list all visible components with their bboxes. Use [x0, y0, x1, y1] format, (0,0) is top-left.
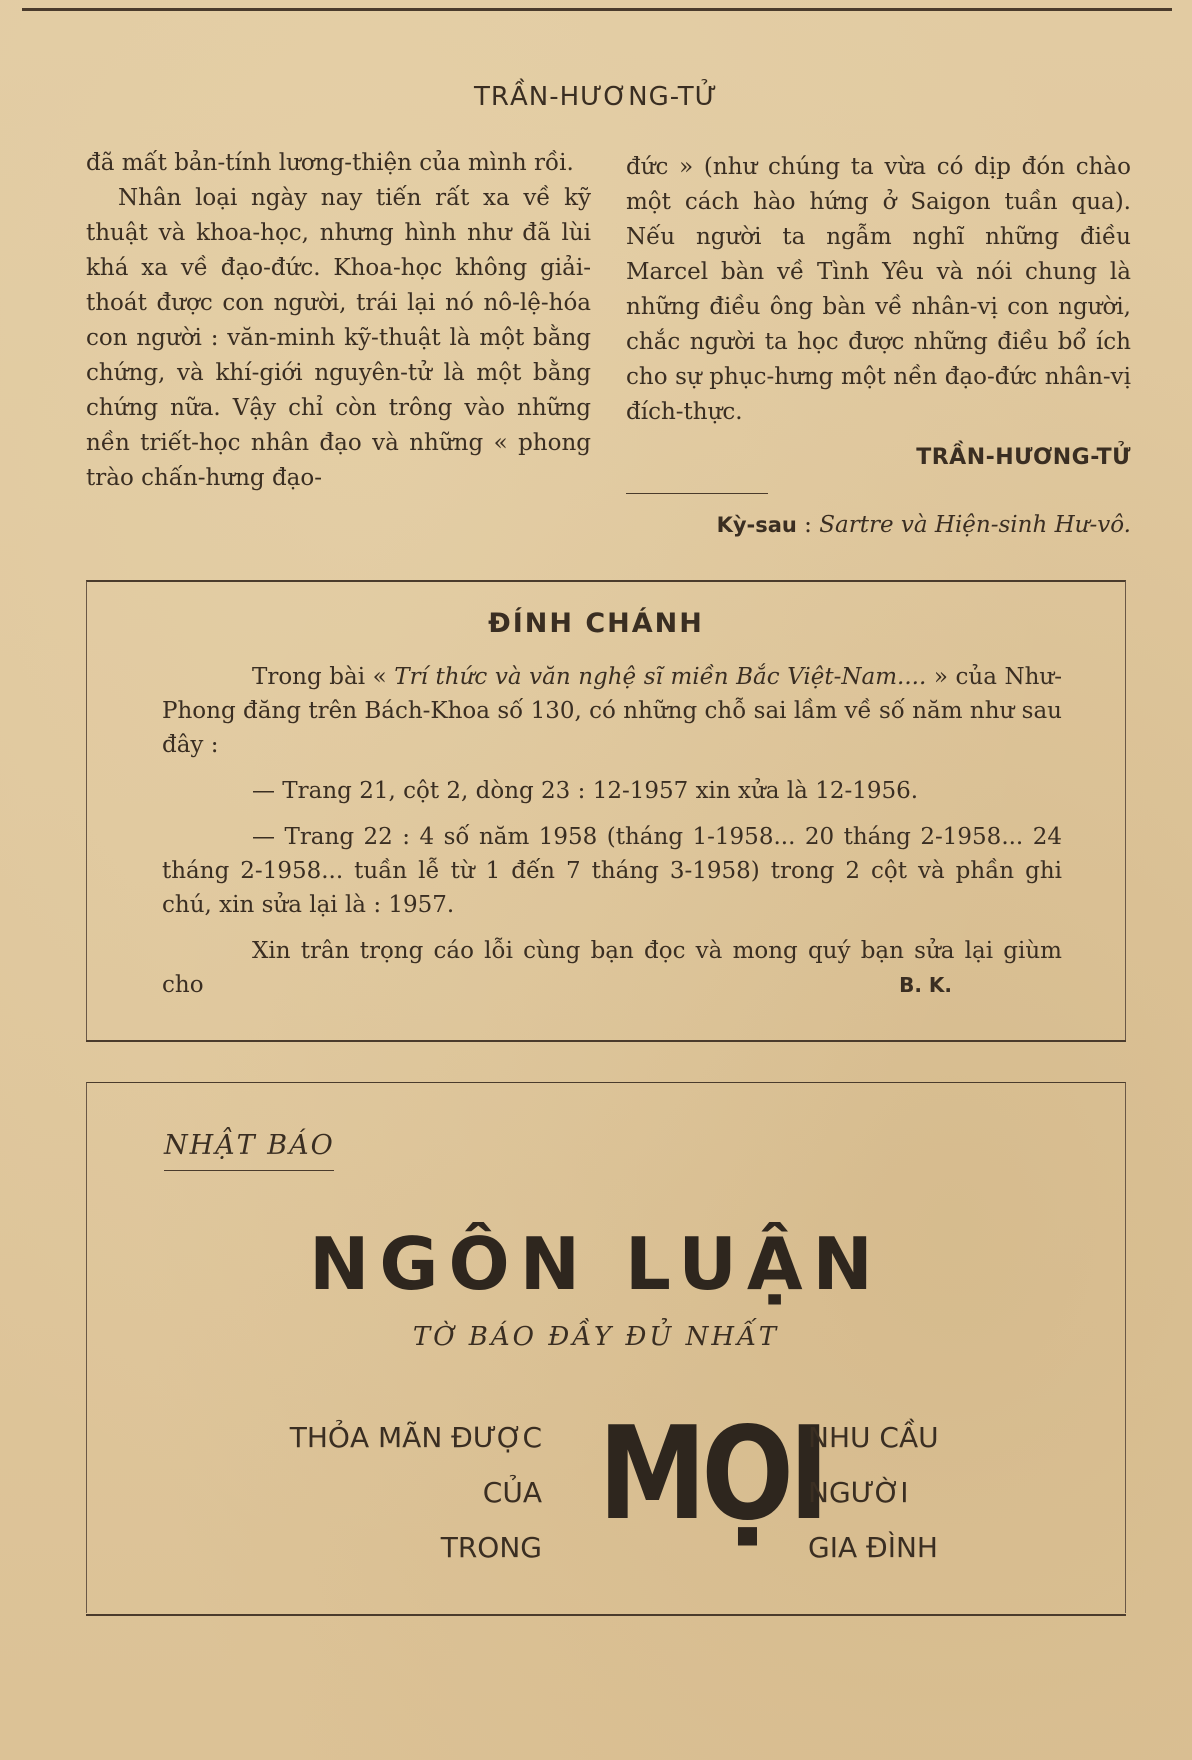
slogan-right: [808, 1410, 1068, 1575]
slogan-left-line: THỎA MÃN ĐƯỢC: [289, 1421, 542, 1454]
ad-label-underline: [164, 1170, 334, 1171]
top-rule: [22, 8, 1172, 11]
article-paragraph: đức » (như chúng ta vừa có dịp đón chào một cách hào hứng ở Saigon tuần qua). Nếu người ta ngẫm nghĩ những điều Marcel bàn về Tình Yêu và nói chung là những điều ông bàn về nhân-vị con người, chắc người ta học được những điều bổ ích cho sự phục-hưng một nền đạo-đức nhân-vị đích-thực.: [626, 154, 1131, 425]
correction-closing: [162, 934, 1062, 1002]
next-issue-title: Sartre và Hiện-sinh Hư-vô.: [819, 512, 1131, 538]
correction-article-title: Trí thức và văn nghệ sĩ miền Bắc Việt-Nam....: [394, 664, 927, 690]
correction-box-bottom-rule: [86, 1040, 1126, 1042]
correction-intro-a: Trong bài «: [252, 664, 395, 690]
ad-tagline: TỜ BÁO ĐẦY ĐỦ NHẤT: [412, 1322, 780, 1352]
next-issue-label: Kỳ-sau: [716, 513, 797, 537]
article-paragraph: Nhân loại ngày nay tiến rất xa về kỹ thuật và khoa-học, nhưng hình như đã lùi khá xa về đạo-đức. Khoa-học không giải-thoát được con người, trái lại nó nô-lệ-hóa con người : văn-minh kỹ-thuật là một bằng chứng, và khí-giới nguyên-tử là một bằng chứng nữa. Vậy chỉ còn trông vào những nền triết-học nhân đạo và những « phong trào chấn-hưng đạo-: [86, 185, 591, 491]
article-right-column: [626, 150, 1131, 543]
correction-intro-b: » của Như-Phong đăng trên Bách-Khoa số 130, có những chỗ sai lầm về số năm như sau đây :: [162, 664, 1062, 758]
correction-initials: B. K.: [899, 973, 952, 997]
correction-item: — Trang 22 : 4 số năm 1958 (tháng 1-1958... 20 tháng 2-1958... 24 tháng 2-1958... tuần lễ từ 1 đến 7 tháng 3-1958) trong 2 cột và phần ghi chú, xin sửa lại là : 1957.: [162, 824, 1062, 918]
author-signature: TRẦN-HƯƠNG-TỬ: [916, 445, 1131, 470]
slogan-right-line: NGƯỜI: [808, 1476, 909, 1509]
slogan-left-line: TRONG: [440, 1531, 542, 1564]
correction-closing-text: Xin trân trọng cáo lỗi cùng bạn đọc và mong quý bạn sửa lại giùm cho: [162, 938, 1062, 998]
slogan-left: [230, 1410, 542, 1575]
next-issue-note: [626, 508, 1131, 543]
newspaper-name: NGÔN LUẬN: [309, 1222, 883, 1306]
advertisement-box-bottom-rule: [86, 1614, 1126, 1616]
next-issue-sep: :: [796, 512, 820, 538]
slogan-left-line: CỦA: [482, 1476, 542, 1509]
ad-label: NHẬT BÁO: [164, 1130, 335, 1161]
correction-intro: [162, 660, 1062, 762]
running-head: TRẦN-HƯƠNG-TỬ: [474, 82, 718, 112]
separator-rule: [626, 493, 768, 494]
correction-item: — Trang 21, cột 2, dòng 23 : 12-1957 xin xửa là 12-1956.: [252, 778, 919, 804]
correction-title: ĐÍNH CHÁNH: [488, 608, 704, 639]
slogan-right-line: NHU CẦU: [808, 1421, 939, 1454]
article-paragraph: đã mất bản-tính lương-thiện của mình rồi.: [86, 150, 574, 176]
article-left-column: [86, 146, 591, 496]
slogan-center-word: MỌI: [598, 1400, 825, 1549]
correction-text: [162, 660, 1062, 1014]
slogan-right-line: GIA ĐÌNH: [808, 1531, 938, 1564]
